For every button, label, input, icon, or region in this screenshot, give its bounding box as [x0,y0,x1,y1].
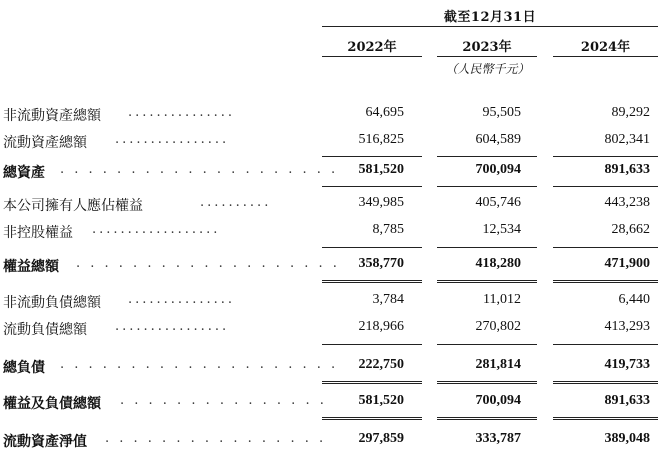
subtotal-rule [322,344,422,345]
row-label: 本公司擁有人應佔權益 [3,198,143,214]
leader-dots: ............... [128,292,235,307]
value-2022: 581,520 [358,162,404,177]
value-2024: 443,238 [604,195,650,210]
value-2023: 604,589 [475,132,521,147]
value-2024: 471,900 [604,256,650,271]
row-label: 流動資產總額 [3,135,87,151]
subtotal-rule [437,247,537,248]
year-header-2022: 2022年 [347,40,397,55]
row-label: 非控股權益 [3,225,73,241]
total-double-rule [437,381,537,384]
total-double-rule [322,417,422,420]
year-rule-2022 [322,56,422,57]
leader-dots: ................ [115,132,230,147]
total-double-rule [322,381,422,384]
total-double-rule [553,417,658,420]
value-2024: 891,633 [604,162,650,177]
subtotal-rule [553,156,658,157]
value-2024: 28,662 [611,222,650,237]
total-rule [437,186,537,187]
subtotal-rule [322,247,422,248]
value-2023: 405,746 [475,195,521,210]
table-row-total-equity [0,254,660,278]
value-2023: 281,814 [475,357,521,372]
leader-dots: . . . . . . . . . . . . . . . . . . . [76,256,340,271]
value-2024: 419,733 [604,357,650,372]
total-double-rule [437,417,537,420]
value-2023: 418,280 [475,256,521,271]
value-2023: 12,534 [482,222,521,237]
value-2023: 270,802 [475,319,521,334]
currency-unit: （人民幣千元） [445,62,530,76]
table-row-non-controlling-interests [0,220,660,244]
total-rule [553,186,658,187]
header-rule [322,26,658,27]
value-2022: 516,825 [358,132,404,147]
leader-dots: .................. [92,222,221,237]
row-label: 總資產 [3,165,45,181]
subtotal-rule [553,344,658,345]
value-2024: 6,440 [618,292,650,307]
value-2024: 389,048 [604,431,650,446]
year-header-2023: 2023年 [462,40,512,55]
subtotal-rule [553,247,658,248]
total-double-rule [322,280,422,283]
value-2022: 218,966 [358,319,404,334]
value-2024: 413,293 [604,319,650,334]
leader-dots: . . . . . . . . . . . . . . . [120,393,327,408]
value-2023: 700,094 [475,162,521,177]
value-2024: 891,633 [604,393,650,408]
value-2024: 802,341 [604,132,650,147]
row-label: 流動資產淨值 [3,434,87,450]
value-2022: 297,859 [358,431,404,446]
value-2022: 64,695 [365,105,404,120]
table-row-current-liabilities [0,317,660,341]
row-label: 非流動負債總額 [3,295,101,311]
table-row-current-assets [0,130,660,154]
year-rule-2023 [437,56,537,57]
value-2024: 89,292 [611,105,650,120]
leader-dots: .......... [200,195,272,210]
total-double-rule [553,280,658,283]
value-2023: 95,505 [482,105,521,120]
table-row-non-current-assets [0,103,660,127]
leader-dots: . . . . . . . . . . . . . . . . . . . . [60,357,339,372]
row-label: 流動負債總額 [3,322,87,338]
row-label: 權益及負債總額 [3,396,101,412]
table-row-net-current-assets [0,429,660,453]
subtotal-rule [437,156,537,157]
subtotal-rule [322,156,422,157]
value-2022: 3,784 [372,292,404,307]
table-row-total-liabilities [0,355,660,379]
value-2023: 700,094 [475,393,521,408]
table-row-total-equity-and-liabilities [0,391,660,415]
total-double-rule [437,280,537,283]
value-2022: 358,770 [358,256,404,271]
value-2023: 11,012 [483,292,521,307]
period-title: 截至12月31日 [443,10,537,25]
leader-dots: . . . . . . . . . . . . . . . . . . . . [60,162,339,177]
value-2023: 333,787 [475,431,521,446]
row-label: 非流動資產總額 [3,108,101,124]
leader-dots: ............... [128,105,235,120]
year-rule-2024 [553,56,658,57]
value-2022: 8,785 [372,222,404,237]
table-row-total-assets [0,160,660,184]
leader-dots: ................ [115,319,230,334]
table-row-equity-owners [0,193,660,217]
row-label: 權益總額 [3,259,59,275]
value-2022: 581,520 [358,393,404,408]
total-double-rule [553,381,658,384]
year-header-2024: 2024年 [580,40,631,55]
leader-dots: . . . . . . . . . . . . . . . . [105,431,327,446]
subtotal-rule [437,344,537,345]
value-2022: 222,750 [358,357,404,372]
row-label: 總負債 [3,360,45,376]
table-row-non-current-liabilities [0,290,660,314]
total-rule [322,186,422,187]
value-2022: 349,985 [358,195,404,210]
